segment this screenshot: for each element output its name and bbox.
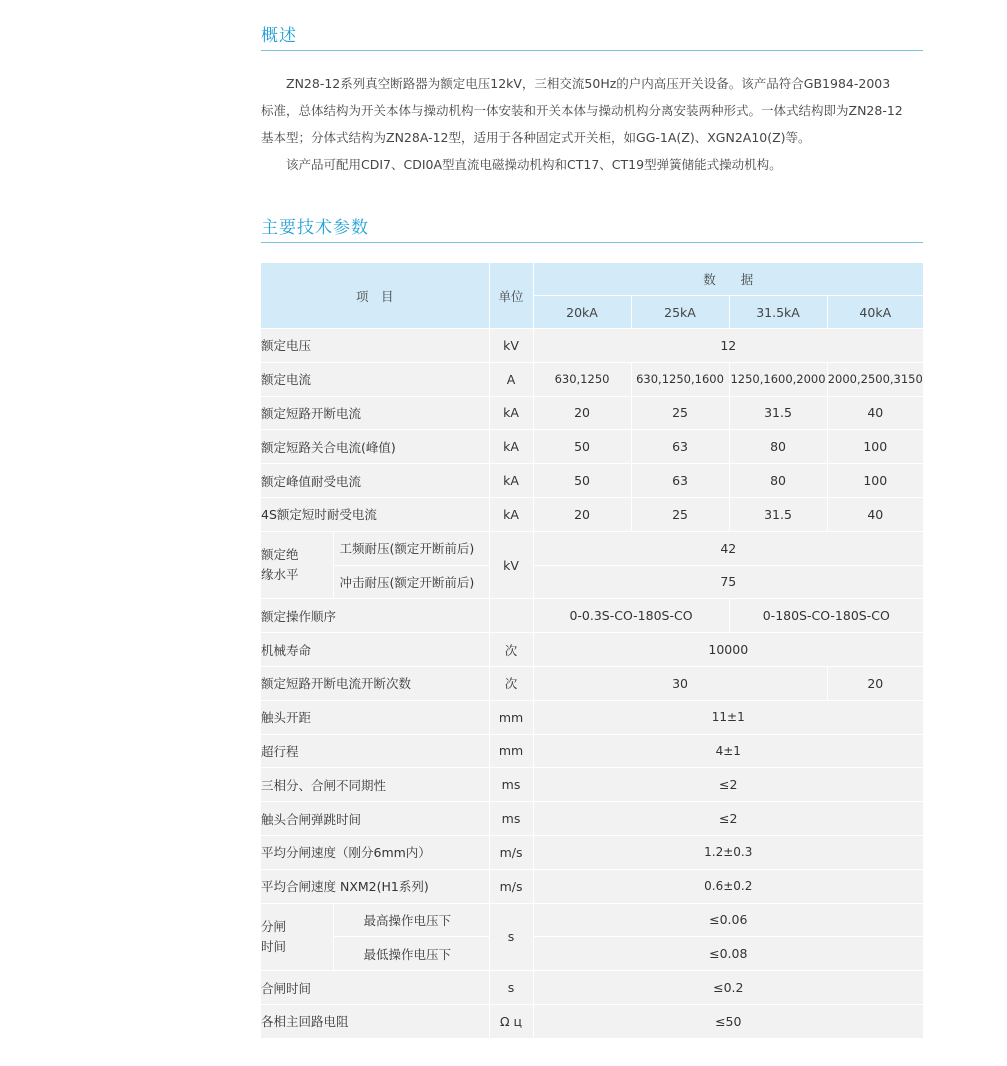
row-label: 额定电流	[261, 362, 489, 396]
group-label-line: 缘水平	[261, 567, 299, 583]
header-data: 数 据	[533, 263, 923, 296]
row-unit: 次	[489, 666, 533, 700]
row-value: 2000,2500,3150	[827, 362, 923, 396]
row-value: 0.6±0.2	[533, 869, 923, 903]
row-label: 4S额定短时耐受电流	[261, 497, 489, 531]
row-value: 1.2±0.3	[533, 835, 923, 869]
row-value: 12	[533, 329, 923, 363]
row-unit: kA	[489, 464, 533, 498]
row-label: 触头开距	[261, 700, 489, 734]
row-label: 额定短路开断电流开断次数	[261, 666, 489, 700]
table-row	[261, 666, 923, 700]
row-label: 超行程	[261, 734, 489, 768]
row-value: 25	[631, 497, 729, 531]
params-title: 主要技术参数	[261, 218, 369, 238]
row-value: 630,1250,1600	[631, 362, 729, 396]
row-value: 1250,1600,2000	[729, 362, 827, 396]
row-unit: mm	[489, 734, 533, 768]
row-value: ≤0.2	[533, 971, 923, 1005]
table-row	[261, 835, 923, 869]
sub-label: 工频耐压(额定开断前后)	[333, 531, 489, 565]
row-value: 42	[533, 531, 923, 565]
row-unit: m/s	[489, 835, 533, 869]
row-value: 75	[533, 565, 923, 599]
row-label: 合闸时间	[261, 971, 489, 1005]
table-row	[261, 464, 923, 498]
row-value: 20	[533, 497, 631, 531]
overview-paragraph-2: 该产品可配用CDI7、CDI0A型直流电磁操动机构和CT17、CT19型弹簧储能式操动机构。	[286, 157, 782, 172]
overview-title: 概述	[261, 26, 297, 46]
sub-label: 最低操作电压下	[333, 937, 489, 971]
row-label: 三相分、合闸不同期性	[261, 768, 489, 802]
header-unit: 单位	[489, 263, 533, 329]
row-unit: s	[489, 903, 533, 971]
group-label-open-time	[261, 903, 333, 971]
header-col-25ka: 25kA	[631, 296, 729, 329]
table-row	[261, 700, 923, 734]
row-value: ≤50	[533, 1004, 923, 1038]
row-value: 63	[631, 464, 729, 498]
row-unit: 次	[489, 633, 533, 667]
row-value: 25	[631, 396, 729, 430]
group-label-line: 额定绝	[261, 547, 299, 563]
table-row	[261, 599, 923, 633]
row-unit: kV	[489, 329, 533, 363]
row-value: 630,1250	[533, 362, 631, 396]
row-label: 额定短路关合电流(峰值)	[261, 430, 489, 464]
row-value: 31.5	[729, 396, 827, 430]
table-row	[261, 396, 923, 430]
row-label: 额定操作顺序	[261, 599, 489, 633]
row-value: ≤2	[533, 768, 923, 802]
row-unit	[489, 599, 533, 633]
row-label: 平均分闸速度（刚分6mm内）	[261, 835, 489, 869]
table-row	[261, 937, 923, 971]
row-value: ≤0.08	[533, 937, 923, 971]
row-unit: A	[489, 362, 533, 396]
row-value: 63	[631, 430, 729, 464]
group-label-insulation	[261, 531, 333, 599]
table-row	[261, 565, 923, 599]
table-row	[261, 531, 923, 565]
row-value: 20	[827, 666, 923, 700]
table-row	[261, 633, 923, 667]
row-unit: ms	[489, 768, 533, 802]
sub-label: 最高操作电压下	[333, 903, 489, 937]
row-value: 80	[729, 464, 827, 498]
params-divider	[261, 242, 923, 243]
row-value: 40	[827, 497, 923, 531]
overview-paragraph-1-line-1: ZN28-12系列真空断路器为额定电压12kV，三相交流50Hz的户内高压开关设备。该产品符合GB1984-2003	[286, 76, 891, 91]
overview-divider	[261, 50, 923, 51]
group-label-line: 时间	[261, 938, 287, 954]
table-row	[261, 362, 923, 396]
row-label: 额定电压	[261, 329, 489, 363]
row-unit: kA	[489, 430, 533, 464]
table-row	[261, 869, 923, 903]
table-row	[261, 903, 923, 937]
row-unit: kV	[489, 531, 533, 599]
overview-text	[261, 70, 925, 178]
row-value: 50	[533, 430, 631, 464]
header-col-31-5ka: 31.5kA	[729, 296, 827, 329]
table-row	[261, 1004, 923, 1038]
row-value: 30	[533, 666, 827, 700]
row-label: 机械寿命	[261, 633, 489, 667]
row-value: 50	[533, 464, 631, 498]
row-value: 0-0.3S-CO-180S-CO	[533, 599, 729, 633]
table-row	[261, 802, 923, 836]
row-label: 额定峰值耐受电流	[261, 464, 489, 498]
spec-table	[261, 263, 923, 1039]
table-row	[261, 430, 923, 464]
table-row	[261, 768, 923, 802]
row-value: 40	[827, 396, 923, 430]
row-value: 80	[729, 430, 827, 464]
header-col-20ka: 20kA	[533, 296, 631, 329]
row-unit: kA	[489, 396, 533, 430]
row-label: 额定短路开断电流	[261, 396, 489, 430]
row-value: 10000	[533, 633, 923, 667]
overview-paragraph-1-line-2: 标准，总体结构为开关本体与操动机构一体安装和开关本体与操动机构分离安装两种形式。一体式结构即为ZN28-12	[261, 103, 903, 118]
row-label: 各相主回路电阻	[261, 1004, 489, 1038]
row-label: 平均合闸速度 NXM2(H1系列)	[261, 869, 489, 903]
row-unit: ms	[489, 802, 533, 836]
row-unit: Ω ц	[489, 1004, 533, 1038]
overview-paragraph-1-line-3: 基本型；分体式结构为ZN28A-12型，适用于各种固定式开关柜，如GG-1A(Z)、XGN2A10(Z)等。	[261, 130, 811, 145]
row-value: ≤2	[533, 802, 923, 836]
row-unit: m/s	[489, 869, 533, 903]
table-row	[261, 497, 923, 531]
header-col-40ka: 40kA	[827, 296, 923, 329]
row-unit: s	[489, 971, 533, 1005]
row-value: ≤0.06	[533, 903, 923, 937]
row-value: 100	[827, 464, 923, 498]
table-row	[261, 971, 923, 1005]
table-row	[261, 329, 923, 363]
group-label-line: 分闸	[261, 918, 287, 934]
row-unit: mm	[489, 700, 533, 734]
row-value: 0-180S-CO-180S-CO	[729, 599, 923, 633]
row-value: 4±1	[533, 734, 923, 768]
row-value: 31.5	[729, 497, 827, 531]
row-value: 20	[533, 396, 631, 430]
sub-label: 冲击耐压(额定开断前后)	[333, 565, 489, 599]
row-unit: kA	[489, 497, 533, 531]
row-label: 触头合闸弹跳时间	[261, 802, 489, 836]
row-value: 100	[827, 430, 923, 464]
row-value: 11±1	[533, 700, 923, 734]
table-row	[261, 734, 923, 768]
header-item: 项 目	[261, 263, 489, 329]
